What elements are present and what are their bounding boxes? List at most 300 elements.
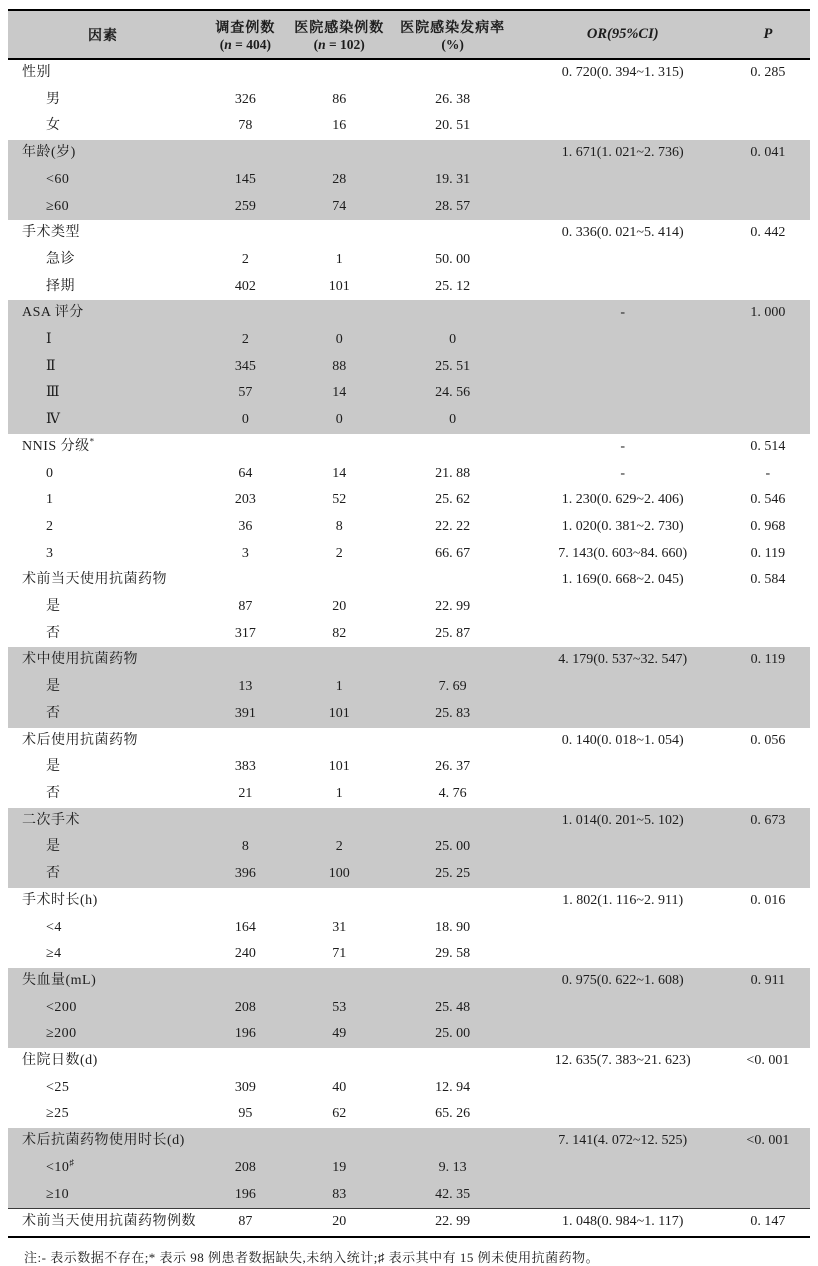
- factor-cell: 术中使用抗菌药物: [22, 652, 138, 668]
- p-cell: [726, 167, 810, 194]
- infected-cell: 2: [335, 545, 343, 561]
- p-cell: [726, 915, 810, 942]
- surveyed-cell: [198, 888, 293, 915]
- table-row: [8, 327, 810, 354]
- infected-cell: 74: [332, 198, 347, 214]
- infected-cell: [293, 59, 386, 87]
- or-cell: 1. 014(0. 201~5. 102): [561, 812, 684, 828]
- factor-cell: Ⅰ: [46, 332, 53, 348]
- infected-cell: 1: [335, 785, 343, 801]
- rate-cell: 19. 31: [435, 171, 471, 187]
- rate-cell: [386, 434, 520, 461]
- factor-cell: 住院日数(d): [22, 1053, 98, 1069]
- infected-cell: 101: [328, 278, 350, 294]
- p-cell: 0. 584: [750, 572, 786, 588]
- factor-cell: 是: [46, 599, 61, 615]
- rate-cell: [386, 220, 520, 247]
- p-cell: [726, 701, 810, 728]
- surveyed-cell: 2: [241, 251, 249, 267]
- factor-cell: ≥25: [46, 1106, 70, 1122]
- or-cell: [520, 1021, 726, 1048]
- surveyed-cell: 13: [238, 679, 253, 695]
- rate-cell: 25. 00: [435, 1026, 471, 1042]
- p-cell: [726, 594, 810, 621]
- factor-cell: 失血量(mL): [22, 972, 97, 988]
- factor-cell: 手术类型: [22, 225, 80, 241]
- p-cell: 0. 041: [750, 145, 786, 161]
- footnote-marker: *: [89, 436, 95, 447]
- factor-cell: 否: [46, 705, 61, 721]
- rate-cell: 25. 00: [435, 839, 471, 855]
- table-row: [8, 194, 810, 221]
- rate-cell: 65. 26: [435, 1106, 471, 1122]
- or-cell: 0. 720(0. 394~1. 315): [561, 65, 684, 80]
- table-row: [8, 834, 810, 861]
- rate-cell: [386, 300, 520, 327]
- surveyed-cell: 345: [234, 358, 256, 374]
- or-cell: [520, 327, 726, 354]
- surveyed-cell: [198, 567, 293, 594]
- factor-cell: 年龄(岁): [22, 145, 76, 161]
- factor-cell: ASA 评分: [22, 305, 84, 321]
- rate-cell: 29. 58: [435, 946, 471, 962]
- or-cell: [520, 941, 726, 968]
- infected-cell: 82: [332, 625, 347, 641]
- table-row: [8, 140, 810, 167]
- p-cell: [726, 407, 810, 434]
- or-cell: [520, 621, 726, 648]
- rate-cell: [386, 728, 520, 755]
- factor-cell: 术前当天使用抗菌药物例数: [8, 1209, 198, 1237]
- p-cell: <0. 001: [746, 1053, 790, 1069]
- p-cell: [726, 781, 810, 808]
- factor-cell: Ⅱ: [46, 358, 57, 374]
- factor-cell: 择期: [46, 278, 75, 294]
- factor-cell: 手术时长(h): [22, 892, 98, 908]
- infected-cell: 1: [335, 679, 343, 695]
- factor-cell: Ⅲ: [46, 385, 61, 401]
- rate-cell: 0: [449, 412, 457, 428]
- rate-cell: [386, 888, 520, 915]
- header-cell-infected: 医院感染例数 (n = 102): [293, 10, 386, 59]
- or-cell: 0. 140(0. 018~1. 054): [561, 732, 684, 748]
- or-cell: 4. 179(0. 537~32. 547): [558, 652, 688, 668]
- table-row: [8, 1101, 810, 1128]
- or-cell: [520, 594, 726, 621]
- or-cell: 7. 143(0. 603~84. 660): [558, 545, 688, 561]
- or-cell: [520, 247, 726, 274]
- factor-cell: 3: [46, 545, 54, 561]
- factor-cell: 否: [46, 785, 61, 801]
- surveyed-cell: 326: [234, 91, 256, 107]
- surveyed-cell: 402: [234, 278, 256, 294]
- infected-cell: 28: [332, 171, 347, 187]
- or-cell: [520, 754, 726, 781]
- rate-cell: 25. 25: [435, 866, 471, 882]
- rate-cell: [386, 647, 520, 674]
- p-cell: <0. 001: [746, 1133, 790, 1149]
- or-cell: 1. 169(0. 668~2. 045): [561, 572, 684, 588]
- surveyed-cell: 87: [238, 599, 253, 615]
- infected-cell: [293, 434, 386, 461]
- factor-cell: 0: [46, 465, 54, 481]
- rate-cell: 25. 12: [435, 278, 471, 294]
- or-cell: [520, 995, 726, 1022]
- or-cell: 1. 230(0. 629~2. 406): [561, 492, 684, 508]
- factor-cell: NNIS 分级*: [22, 436, 95, 454]
- p-cell: 0. 911: [750, 972, 786, 988]
- surveyed-cell: 309: [234, 1079, 256, 1095]
- header-cell-surveyed: 调查例数 (n = 404): [198, 10, 293, 59]
- table-row: [8, 647, 810, 674]
- infected-cell: [293, 647, 386, 674]
- table-row: [8, 1075, 810, 1102]
- or-cell: [520, 113, 726, 140]
- table-row: [8, 220, 810, 247]
- table-row: [8, 594, 810, 621]
- surveyed-cell: [198, 968, 293, 995]
- table-row: [8, 1048, 810, 1075]
- rate-cell: [386, 968, 520, 995]
- or-cell: 0. 336(0. 021~5. 414): [561, 225, 684, 241]
- p-cell: [726, 834, 810, 861]
- p-cell: [726, 327, 810, 354]
- rate-cell: 20. 51: [435, 118, 471, 134]
- p-cell: [726, 1075, 810, 1102]
- p-cell: 0. 119: [750, 545, 786, 561]
- or-cell: [520, 1075, 726, 1102]
- factor-cell: 女: [46, 118, 61, 134]
- p-cell: 0. 056: [750, 732, 786, 748]
- rate-cell: 26. 38: [435, 91, 471, 107]
- surveyed-cell: 87: [198, 1209, 293, 1237]
- surveyed-cell: 383: [234, 759, 256, 775]
- surveyed-cell: 0: [241, 412, 249, 428]
- factor-cell: <60: [46, 171, 70, 187]
- or-cell: [520, 1182, 726, 1209]
- p-cell: 1. 000: [750, 305, 786, 321]
- or-cell: 1. 802(1. 116~2. 911): [562, 892, 684, 908]
- table-row: [8, 1209, 810, 1237]
- infected-cell: [293, 968, 386, 995]
- or-cell: [520, 861, 726, 888]
- or-cell: [520, 407, 726, 434]
- rate-cell: 25. 83: [435, 705, 471, 721]
- or-cell: [520, 674, 726, 701]
- header-cell-p: P: [726, 10, 810, 59]
- table-row: [8, 567, 810, 594]
- infected-cell: 0: [335, 412, 343, 428]
- surveyed-cell: 95: [238, 1106, 253, 1122]
- rate-cell: 22. 99: [386, 1209, 520, 1237]
- risk-factor-table: [8, 9, 810, 1238]
- table-row: [8, 941, 810, 968]
- infected-cell: [293, 888, 386, 915]
- surveyed-cell: 36: [238, 518, 253, 534]
- rate-cell: 21. 88: [435, 465, 471, 481]
- table-row: [8, 407, 810, 434]
- infected-cell: 52: [332, 492, 347, 508]
- p-cell: 0. 514: [750, 438, 786, 454]
- infected-cell: [293, 300, 386, 327]
- p-cell: 0. 442: [750, 225, 786, 241]
- header-cell-rate: 医院感染发病率 (%): [386, 10, 520, 59]
- table-row: [8, 434, 810, 461]
- surveyed-cell: [198, 808, 293, 835]
- factor-cell: <200: [46, 999, 77, 1015]
- factor-cell: 术后使用抗菌药物: [22, 732, 138, 748]
- infected-cell: [293, 140, 386, 167]
- infected-cell: 88: [332, 358, 347, 374]
- rate-cell: [386, 140, 520, 167]
- table-row: [8, 461, 810, 488]
- or-cell: -: [620, 465, 626, 481]
- p-cell: 0. 673: [750, 812, 786, 828]
- table-row: [8, 968, 810, 995]
- surveyed-cell: 196: [234, 1186, 256, 1202]
- table-row: [8, 861, 810, 888]
- surveyed-cell: [198, 300, 293, 327]
- rate-cell: 42. 35: [435, 1186, 471, 1202]
- infected-cell: 16: [332, 118, 347, 134]
- table-row: [8, 1128, 810, 1155]
- surveyed-cell: [198, 434, 293, 461]
- table-row: [8, 781, 810, 808]
- table-header: [8, 10, 810, 59]
- factor-cell: ≥200: [46, 1026, 77, 1042]
- factor-cell: <4: [46, 919, 62, 935]
- table-row: [8, 247, 810, 274]
- p-cell: 0. 968: [750, 518, 786, 534]
- or-cell: 7. 141(4. 072~12. 525): [558, 1133, 688, 1149]
- infected-cell: 101: [328, 705, 350, 721]
- rate-cell: 25. 87: [435, 625, 471, 641]
- rate-cell: [386, 59, 520, 87]
- surveyed-cell: 164: [234, 919, 256, 935]
- factor-cell: 是: [46, 839, 61, 855]
- or-cell: [520, 834, 726, 861]
- factor-cell: 性别: [22, 65, 51, 80]
- or-cell: [520, 915, 726, 942]
- factor-cell: 1: [46, 492, 54, 508]
- p-cell: 0. 016: [750, 892, 786, 908]
- rate-cell: 28. 57: [435, 198, 471, 214]
- surveyed-cell: 21: [238, 785, 253, 801]
- rate-cell: 66. 67: [435, 545, 471, 561]
- rate-cell: 50. 00: [435, 251, 471, 267]
- or-cell: -: [620, 305, 626, 321]
- p-cell: 0. 119: [750, 652, 786, 668]
- table-row: [8, 1155, 810, 1182]
- or-cell: [520, 354, 726, 381]
- table-row: [8, 354, 810, 381]
- p-cell: [726, 1182, 810, 1209]
- surveyed-cell: 203: [234, 492, 256, 508]
- rate-cell: 25. 51: [435, 358, 471, 374]
- table-row: [8, 995, 810, 1022]
- factor-cell: Ⅳ: [46, 412, 61, 428]
- surveyed-cell: 145: [234, 171, 256, 187]
- infected-cell: 2: [335, 839, 343, 855]
- footnote-marker: ♯: [69, 1157, 75, 1168]
- p-cell: [726, 1021, 810, 1048]
- factor-cell: <25: [46, 1079, 70, 1095]
- table-row: [8, 621, 810, 648]
- rate-cell: 4. 76: [438, 785, 467, 801]
- infected-cell: [293, 808, 386, 835]
- infected-cell: 14: [332, 385, 347, 401]
- p-cell: -: [765, 465, 771, 481]
- or-cell: 12. 635(7. 383~21. 623): [554, 1053, 691, 1069]
- surveyed-cell: 240: [234, 946, 256, 962]
- infected-cell: [293, 567, 386, 594]
- p-cell: [726, 354, 810, 381]
- factor-cell: 否: [46, 866, 61, 882]
- surveyed-cell: [198, 647, 293, 674]
- table-row: [8, 87, 810, 114]
- infected-cell: 8: [335, 518, 343, 534]
- rate-cell: 18. 90: [435, 919, 471, 935]
- infected-cell: 100: [328, 866, 350, 882]
- surveyed-cell: 3: [241, 545, 249, 561]
- surveyed-cell: [198, 1128, 293, 1155]
- factor-cell: 是: [46, 679, 61, 695]
- infected-cell: 71: [332, 946, 347, 962]
- or-cell: [520, 167, 726, 194]
- or-cell: [520, 87, 726, 114]
- p-cell: 0. 147: [726, 1209, 810, 1237]
- table-row: [8, 808, 810, 835]
- or-cell: [520, 274, 726, 301]
- table-row: [8, 541, 810, 568]
- infected-cell: [293, 1048, 386, 1075]
- factor-cell: 是: [46, 759, 61, 775]
- surveyed-cell: 57: [238, 385, 253, 401]
- factor-cell: 男: [46, 91, 61, 107]
- infected-cell: 62: [332, 1106, 347, 1122]
- factor-cell: ≥10: [46, 1186, 70, 1202]
- p-cell: [726, 674, 810, 701]
- infected-cell: 101: [328, 759, 350, 775]
- rate-cell: 7. 69: [438, 679, 467, 695]
- or-cell: [520, 380, 726, 407]
- surveyed-cell: 208: [234, 999, 256, 1015]
- surveyed-cell: 2: [241, 332, 249, 348]
- surveyed-cell: [198, 1048, 293, 1075]
- factor-cell: 二次手术: [22, 812, 80, 828]
- rate-cell: [386, 567, 520, 594]
- or-cell: 1. 671(1. 021~2. 736): [561, 145, 684, 161]
- p-cell: [726, 274, 810, 301]
- infected-cell: 40: [332, 1079, 347, 1095]
- surveyed-cell: 208: [234, 1159, 256, 1175]
- table-row: [8, 167, 810, 194]
- table-row: [8, 701, 810, 728]
- header-row: [8, 10, 810, 59]
- infected-cell: 86: [332, 91, 347, 107]
- rate-cell: 9. 13: [438, 1159, 467, 1175]
- factor-cell: 急诊: [46, 251, 75, 267]
- p-cell: [726, 247, 810, 274]
- p-cell: [726, 754, 810, 781]
- factor-cell: 术前当天使用抗菌药物: [22, 572, 167, 588]
- surveyed-cell: 391: [234, 705, 256, 721]
- factor-cell: 2: [46, 518, 54, 534]
- infected-cell: [293, 728, 386, 755]
- table-row: [8, 1182, 810, 1209]
- infected-cell: [293, 1128, 386, 1155]
- surveyed-cell: [198, 220, 293, 247]
- p-cell: [726, 194, 810, 221]
- infected-cell: 20: [332, 599, 347, 615]
- table-row: [8, 754, 810, 781]
- surveyed-cell: 396: [234, 866, 256, 882]
- rate-cell: [386, 1048, 520, 1075]
- table-row: [8, 1021, 810, 1048]
- table-footnote: 注:- 表示数据不存在;* 表示 98 例患者数据缺失,未纳入统计;♯ 表示其中有 15 例未使用抗菌药物。: [24, 1249, 600, 1265]
- rate-cell: [386, 808, 520, 835]
- infected-cell: [293, 220, 386, 247]
- rate-cell: 24. 56: [435, 385, 471, 401]
- p-cell: [726, 1155, 810, 1182]
- surveyed-cell: 259: [234, 198, 256, 214]
- header-cell-or: OR(95%CI): [520, 10, 726, 59]
- surveyed-cell: [198, 140, 293, 167]
- table-row: [8, 380, 810, 407]
- or-cell: [520, 701, 726, 728]
- surveyed-cell: 64: [238, 465, 253, 481]
- table-row: [8, 915, 810, 942]
- p-cell: 0. 285: [750, 65, 786, 80]
- infected-cell: 49: [332, 1026, 347, 1042]
- or-cell: -: [620, 438, 626, 454]
- table-row: [8, 674, 810, 701]
- factor-cell: <10♯: [46, 1157, 75, 1175]
- or-cell: 1. 048(0. 984~1. 117): [520, 1209, 726, 1237]
- factor-cell: ≥60: [46, 198, 70, 214]
- p-cell: [726, 995, 810, 1022]
- rate-cell: 12. 94: [435, 1079, 471, 1095]
- or-cell: 0. 975(0. 622~1. 608): [561, 972, 684, 988]
- table-body: [8, 59, 810, 1237]
- infected-cell: 19: [332, 1159, 347, 1175]
- table-row: [8, 888, 810, 915]
- factor-cell: ≥4: [46, 946, 62, 962]
- table-row: [8, 514, 810, 541]
- surveyed-cell: 196: [234, 1026, 256, 1042]
- or-cell: [520, 781, 726, 808]
- p-cell: [726, 941, 810, 968]
- p-cell: [726, 621, 810, 648]
- infected-cell: 20: [293, 1209, 386, 1237]
- surveyed-cell: 8: [241, 839, 249, 855]
- rate-cell: 25. 62: [435, 492, 471, 508]
- infected-cell: 53: [332, 999, 347, 1015]
- rate-cell: 26. 37: [435, 759, 471, 775]
- p-cell: [726, 113, 810, 140]
- factor-cell: 否: [46, 625, 61, 641]
- infected-cell: 1: [335, 251, 343, 267]
- p-cell: [726, 87, 810, 114]
- surveyed-cell: 78: [238, 118, 253, 134]
- or-cell: [520, 1155, 726, 1182]
- rate-cell: 25. 48: [435, 999, 471, 1015]
- or-cell: [520, 1101, 726, 1128]
- surveyed-cell: [198, 59, 293, 87]
- table-row: [8, 274, 810, 301]
- surveyed-cell: [198, 728, 293, 755]
- factor-cell: 术后抗菌药物使用时长(d): [22, 1133, 185, 1149]
